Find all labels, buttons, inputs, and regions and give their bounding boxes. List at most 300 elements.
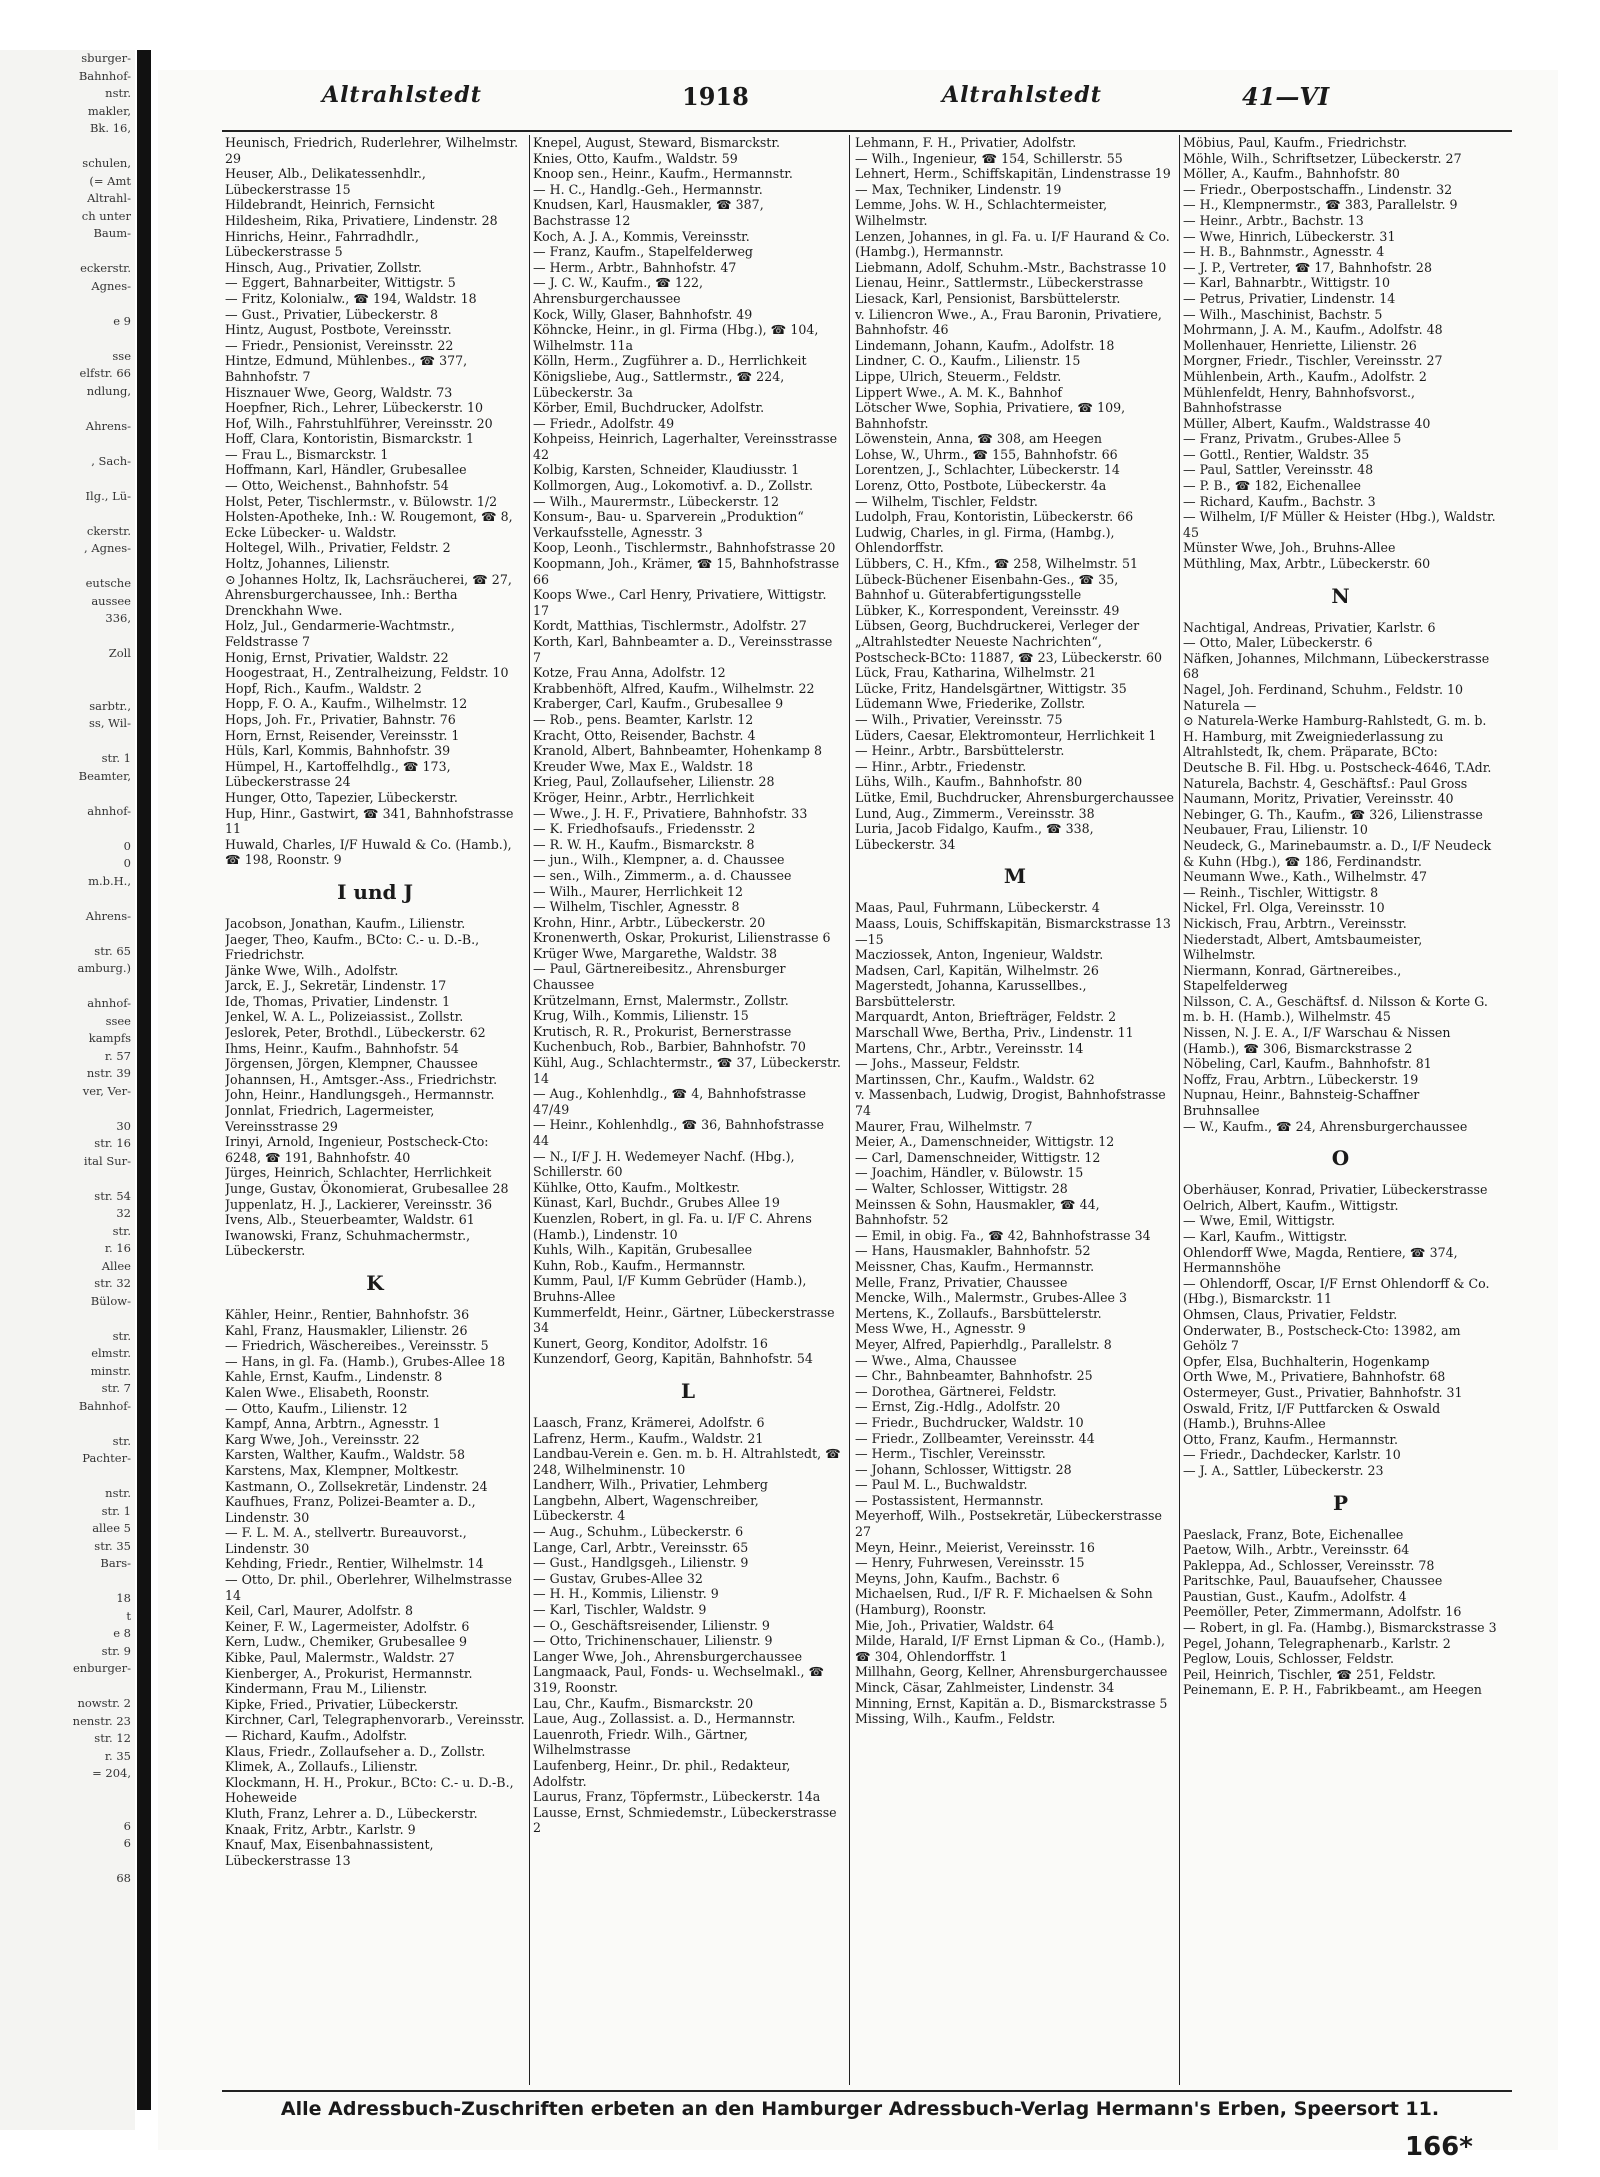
directory-entry: Holtegel, Wilh., Privatier, Feldstr. 2 bbox=[225, 540, 451, 556]
directory-entry: Madsen, Carl, Kapitän, Wilhelmstr. 26 bbox=[855, 962, 1099, 978]
facing-page-fragment: eckerstr. bbox=[80, 261, 131, 275]
column-divider bbox=[529, 135, 530, 2085]
facing-page-fragment: t bbox=[126, 1608, 131, 1623]
directory-entry: Kern, Ludw., Chemiker, Grubesallee 9 bbox=[225, 1634, 468, 1650]
directory-entry: Missing, Wilh., Kaufm., Feldstr. bbox=[855, 1711, 1056, 1727]
directory-entry: — Paul M. L., Buchwaldstr. bbox=[855, 1477, 1028, 1493]
directory-entry: — Wwe, Hinrich, Lübeckerstr. 31 bbox=[1183, 228, 1396, 244]
directory-entry: Lück, Frau, Katharina, Wilhelmstr. 21 bbox=[855, 665, 1097, 681]
directory-entry: Lorenz, Otto, Postbote, Lübeckerstr. 4a bbox=[855, 478, 1107, 494]
directory-entry: Möhle, Wilh., Schriftsetzer, Lübeckerstr. 27 bbox=[1183, 150, 1462, 166]
directory-entry: Huwald, Charles, I/F Huwald & Co. (Hamb.), ☎ 198, Roonstr. 9 bbox=[225, 836, 512, 868]
directory-entry: Mühlenbein, Arth., Kaufm., Adolfstr. 2 bbox=[1183, 368, 1427, 384]
directory-column-3 bbox=[855, 135, 1175, 2080]
directory-entry: — Aug., Kohlenhdlg., ☎ 4, Bahnhofstrasse 47/49 bbox=[533, 1086, 806, 1117]
facing-page-fragment: e 8 bbox=[113, 1626, 131, 1640]
facing-page-fragment bbox=[0, 435, 135, 453]
directory-entry: — Otto, Dr. phil., Oberlehrer, Wilhelmstrasse 14 bbox=[225, 1572, 512, 1603]
directory-entry: Lübsen, Georg, Buchdruckerei, Verleger der „Altrahlstedter Neueste Nachrichten“, Postscheck-BCto: 11887, ☎ 23, Lübeckerstr. 60 bbox=[855, 618, 1163, 665]
directory-entry: Kotze, Frau Anna, Adolfstr. 12 bbox=[533, 665, 726, 681]
facing-page-fragment: 32 bbox=[116, 1206, 131, 1220]
directory-entry: Laue, Aug., Zollassist. a. D., Hermannstr. bbox=[533, 1711, 796, 1727]
directory-entry: Klimek, A., Zollaufs., Lilienstr. bbox=[225, 1759, 418, 1775]
directory-entry: Kampf, Anna, Arbtrn., Agnesstr. 1 bbox=[225, 1416, 441, 1432]
facing-page-fragment: Bahnhof- bbox=[78, 1398, 131, 1413]
facing-page-fragment: 30 bbox=[116, 1118, 131, 1133]
facing-page-fragment bbox=[0, 890, 135, 908]
directory-entry: Möller, A., Kaufm., Bahnhofstr. 80 bbox=[1183, 166, 1400, 182]
facing-page-fragment: 6 bbox=[123, 1836, 131, 1850]
header-rule bbox=[222, 130, 1512, 132]
directory-entry: Martinssen, Chr., Kaufm., Waldstr. 62 bbox=[855, 1071, 1095, 1087]
directory-entry: — Franz, Kaufm., Stapelfelderweg bbox=[533, 244, 753, 260]
directory-entry: Hoff, Clara, Kontoristin, Bismarckstr. 1 bbox=[225, 431, 474, 447]
directory-entry: Lange, Carl, Arbtr., Vereinsstr. 65 bbox=[533, 1539, 749, 1555]
directory-entry: — J. C. W., Kaufm., ☎ 122, Ahrensburgerchaussee bbox=[533, 275, 703, 306]
directory-entry: — Chr., Bahnbeamter, Bahnhofstr. 25 bbox=[855, 1368, 1093, 1384]
directory-entry: — Friedr., Buchdrucker, Waldstr. 10 bbox=[855, 1414, 1084, 1430]
facing-page-fragment: nowstr. 2 bbox=[77, 1696, 131, 1710]
directory-entry: Junge, Gustav, Ökonomierat, Grubesallee 28 bbox=[225, 1181, 509, 1196]
directory-entry: ⊙ Naturela-Werke Hamburg-Rahlstedt, G. m. b. H. Hamburg, mit Zweigniederlassung zu Altrahlstedt, Ik, chem. Präparate, BCto: Deutsche B. Fil. Hbg. u. Postscheck-4646, T.Adr. Naturela, Bachstr. 4, Geschäftsf.: Paul Gross bbox=[1183, 713, 1492, 791]
directory-entry: ⊙ Johannes Holtz, Ik, Lachsräucherei, ☎ 27, Ahrensburgerchaussee, Inh.: Bertha Drenckhahn Wwe. bbox=[225, 571, 512, 618]
facing-page-fragment: ver, Ver- bbox=[82, 1083, 131, 1098]
directory-entry: John, Heinr., Handlungsgeh., Hermannstr. bbox=[225, 1087, 495, 1103]
facing-page-fragment bbox=[0, 1310, 135, 1328]
directory-entry: Ludolph, Frau, Kontoristin, Lübeckerstr. 66 bbox=[855, 509, 1134, 525]
directory-entry: Knepel, August, Steward, Bismarckstr. bbox=[533, 135, 781, 150]
directory-entry: Holsten-Apotheke, Inh.: W. Rougemont, ☎ 8, Ecke Lübecker- u. Waldstr. bbox=[225, 509, 513, 540]
directory-entry: Lippert Wwe., A. M. K., Bahnhof bbox=[855, 384, 1062, 400]
directory-entry: Oelrich, Albert, Kaufm., Wittigstr. bbox=[1183, 1197, 1399, 1213]
directory-entry: Kölln, Herm., Zugführer a. D., Herrlichkeit bbox=[533, 353, 807, 369]
directory-entry: Karstens, Max, Klempner, Moltkestr. bbox=[225, 1462, 459, 1478]
directory-entry: Neudeck, G., Marinebaumstr. a. D., I/F Neudeck & Kuhn (Hbg.), ☎ 186, Ferdinandstr. bbox=[1183, 837, 1492, 869]
directory-entry: Ihms, Heinr., Kaufm., Bahnhofstr. 54 bbox=[225, 1040, 459, 1056]
facing-page-fragment: nstr. 39 bbox=[86, 1066, 131, 1080]
facing-page-fragment bbox=[0, 1415, 135, 1433]
section-letter-heading: K bbox=[366, 1270, 384, 1295]
facing-page-fragment: elmstr. bbox=[91, 1346, 131, 1360]
facing-page-fragment: 0 bbox=[123, 856, 131, 870]
directory-entry: — Henry, Fuhrwesen, Vereinsstr. 15 bbox=[855, 1555, 1085, 1571]
directory-entry: — H., Klempnermstr., ☎ 383, Parallelstr. 9 bbox=[1183, 197, 1458, 213]
directory-entry: Naturela — bbox=[1183, 697, 1257, 713]
directory-entry: Kordt, Matthias, Tischlermstr., Adolfstr. 27 bbox=[533, 618, 807, 634]
directory-entry: Kühlke, Otto, Kaufm., Moltkestr. bbox=[533, 1179, 740, 1195]
directory-entry: Neubauer, Frau, Lilienstr. 10 bbox=[1183, 822, 1368, 838]
directory-entry: — Petrus, Privatier, Lindenstr. 14 bbox=[1183, 290, 1396, 306]
directory-column-1 bbox=[225, 135, 525, 2080]
directory-entry: Holst, Peter, Tischlermstr., v. Bülowstr. 1/2 bbox=[225, 493, 498, 509]
directory-entry: Lübeck-Büchener Eisenbahn-Ges., ☎ 35, Bahnhof u. Güterabfertigungsstelle bbox=[855, 571, 1119, 603]
directory-entry: Kock, Willy, Glaser, Bahnhofstr. 49 bbox=[533, 306, 753, 322]
facing-page-fragment: Pachter- bbox=[82, 1451, 131, 1465]
facing-page-fragment: ndlung, bbox=[86, 383, 131, 398]
facing-page-fragment: Ahrens- bbox=[85, 908, 131, 923]
facing-page-fragment: ckerstr. bbox=[86, 523, 131, 538]
facing-page-fragment: sse bbox=[112, 348, 131, 363]
directory-entry: — Fritz, Kolonialw., ☎ 194, Waldstr. 18 bbox=[225, 290, 477, 306]
directory-entry: Millhahn, Georg, Kellner, Ahrensburgerchaussee bbox=[855, 1664, 1168, 1680]
facing-page-fragment bbox=[0, 295, 135, 313]
directory-entry: Honig, Ernst, Privatier, Waldstr. 22 bbox=[225, 649, 449, 665]
directory-entry: — Wilhelm, I/F Müller & Heister (Hbg.), Waldstr. 45 bbox=[1183, 509, 1496, 540]
facing-page-fragment bbox=[0, 1800, 135, 1818]
directory-entry: Mollenhauer, Henriette, Lilienstr. 26 bbox=[1183, 337, 1417, 353]
directory-entry: Konsum-, Bau- u. Sparverein „Produktion“ Verkaufsstelle, Agnesstr. 3 bbox=[533, 509, 804, 540]
directory-entry: Liebmann, Adolf, Schuhm.-Mstr., Bachstrasse 10 bbox=[855, 259, 1167, 275]
directory-entry: Jenkel, W. A. L., Polizeiassist., Zollstr. bbox=[225, 1009, 464, 1025]
directory-entry: — J. P., Vertreter, ☎ 17, Bahnhofstr. 28 bbox=[1183, 259, 1432, 275]
facing-page-fragment: Ilg., Lü- bbox=[85, 488, 131, 503]
directory-entry: Lübker, K., Korrespondent, Vereinsstr. 49 bbox=[855, 602, 1120, 618]
directory-entry: Nagel, Joh. Ferdinand, Schuhm., Feldstr. 10 bbox=[1183, 682, 1463, 697]
directory-entry: Maurer, Frau, Wilhelmstr. 7 bbox=[855, 1118, 1033, 1134]
directory-entry: Hildesheim, Rika, Privatiere, Lindenstr. 28 bbox=[225, 212, 498, 228]
section-letter-heading: M bbox=[1003, 864, 1027, 889]
facing-page-fragment: enburger- bbox=[72, 1661, 131, 1675]
directory-entry: Heuser, Alb., Delikatessenhdlr., Lübeckerstrasse 15 bbox=[225, 166, 426, 197]
facing-page-fragment: str. bbox=[112, 1433, 131, 1448]
directory-entry: Lienau, Heinr., Sattlermstr., Lübeckerstrasse bbox=[855, 275, 1144, 291]
directory-entry: Kunert, Georg, Konditor, Adolfstr. 16 bbox=[533, 1335, 768, 1351]
directory-entry: Mie, Joh., Privatier, Waldstr. 64 bbox=[855, 1617, 1055, 1633]
facing-page-fragment: str. bbox=[112, 1328, 131, 1343]
directory-entry: Lindemann, Johann, Kaufm., Adolfstr. 18 bbox=[855, 337, 1115, 353]
directory-entry: Lemme, Johs. W. H., Schlachtermeister, Wilhelmstr. bbox=[855, 197, 1108, 228]
directory-entry: Maass, Louis, Schiffskapitän, Bismarckstrasse 13—15 bbox=[855, 915, 1171, 947]
directory-entry: Münster Wwe, Joh., Bruhns-Allee bbox=[1183, 540, 1396, 556]
directory-entry: Ohlendorff Wwe, Magda, Rentiere, ☎ 374, Hermannshöhe bbox=[1183, 1244, 1458, 1276]
facing-page-fragment: eutsche bbox=[85, 576, 131, 590]
facing-page-fragment bbox=[0, 1853, 135, 1871]
directory-entry: — Heinr., Arbtr., Bachstr. 13 bbox=[1183, 212, 1364, 228]
facing-page-fragment: elfstr. 66 bbox=[79, 366, 131, 380]
facing-page-fragment: str. bbox=[112, 1223, 131, 1238]
section-letter-heading: P bbox=[1332, 1490, 1349, 1515]
directory-entry: Laasch, Franz, Krämerei, Adolfstr. 6 bbox=[533, 1414, 765, 1430]
directory-entry: Marquardt, Anton, Briefträger, Feldstr. 2 bbox=[855, 1009, 1117, 1025]
facing-page-fragment: Ahrens- bbox=[85, 418, 131, 433]
facing-page-fragment: str. 54 bbox=[94, 1188, 131, 1203]
column-divider bbox=[1179, 135, 1180, 2085]
directory-entry: Paeslack, Franz, Bote, Eichenallee bbox=[1183, 1526, 1404, 1542]
directory-entry: — Ohlendorff, Oscar, I/F Ernst Ohlendorff & Co. (Hbg.), Bismarckstr. 11 bbox=[1183, 1275, 1490, 1307]
directory-entry: Klockmann, H. H., Prokur., BCto: C.- u. D.-B., Hoheweide bbox=[225, 1774, 514, 1806]
directory-entry: Ide, Thomas, Privatier, Lindenstr. 1 bbox=[225, 993, 451, 1009]
directory-entry: Paetow, Wilh., Arbtr., Vereinsstr. 64 bbox=[1183, 1542, 1410, 1558]
directory-entry: Marschall Wwe, Bertha, Priv., Lindenstr. 11 bbox=[855, 1025, 1134, 1041]
directory-entry: Hisznauer Wwe, Georg, Waldstr. 73 bbox=[225, 384, 453, 400]
facing-page-fragment: (= Amt bbox=[89, 173, 131, 188]
directory-entry: Künast, Karl, Buchdr., Grubes Allee 19 bbox=[533, 1195, 780, 1211]
directory-entry: — Walter, Schlosser, Wittigstr. 28 bbox=[855, 1181, 1068, 1196]
directory-entry: Kummerfeldt, Heinr., Gärtner, Lübeckerstrasse 34 bbox=[533, 1304, 835, 1336]
facing-page-fragment bbox=[0, 470, 135, 488]
directory-entry: Koop, Leonh., Tischlermstr., Bahnhofstrasse 20 bbox=[533, 540, 836, 556]
directory-entry: — Gottl., Rentier, Waldstr. 35 bbox=[1183, 446, 1370, 462]
directory-entry: — Wwe, Emil, Wittigstr. bbox=[1183, 1213, 1336, 1229]
directory-entry: Lüders, Caesar, Elektromonteur, Herrlichkeit 1 bbox=[855, 727, 1157, 743]
directory-entry: Nissen, N. J. E. A., I/F Warschau & Nissen (Hamb.), ☎ 306, Bismarckstrasse 2 bbox=[1183, 1025, 1451, 1056]
directory-entry: — Wilh., Privatier, Vereinsstr. 75 bbox=[855, 711, 1063, 727]
facing-page-fragment: e 9 bbox=[113, 313, 131, 328]
facing-page-fragment bbox=[0, 978, 135, 996]
directory-entry: Langer Wwe, Joh., Ahrensburgerchaussee bbox=[533, 1648, 803, 1664]
directory-entry: Mühlenfeldt, Henry, Bahnhofsvorst., Bahnhofstrasse bbox=[1183, 384, 1416, 416]
facing-page-fragment bbox=[0, 243, 135, 261]
directory-entry: — Franz, Privatm., Grubes-Allee 5 bbox=[1183, 431, 1402, 447]
facing-page-fragment bbox=[0, 138, 135, 156]
directory-entry: Nickisch, Frau, Arbtrn., Vereinsstr. bbox=[1183, 915, 1407, 931]
directory-entry: — Max, Techniker, Lindenstr. 19 bbox=[855, 181, 1062, 197]
directory-entry: — Heinr., Kohlenhdlg., ☎ 36, Bahnhofstrasse 44 bbox=[533, 1117, 824, 1148]
facing-page-fragment bbox=[0, 1170, 135, 1188]
facing-page-fragment: Bahnhof- bbox=[78, 68, 131, 83]
directory-entry: Meissner, Chas, Kaufm., Hermannstr. bbox=[855, 1258, 1095, 1274]
directory-entry: Kahl, Franz, Hausmakler, Lilienstr. 26 bbox=[225, 1322, 468, 1338]
directory-entry: Hüls, Karl, Kommis, Bahnhofstr. 39 bbox=[225, 743, 451, 759]
directory-entry: — Wilhelm, Tischler, Agnesstr. 8 bbox=[533, 899, 740, 915]
directory-entry: Kuchenbuch, Rob., Barbier, Bahnhofstr. 70 bbox=[533, 1039, 806, 1055]
directory-entry: Orth Wwe, M., Privatiere, Bahnhofstr. 68 bbox=[1183, 1369, 1446, 1385]
directory-entry: Keil, Carl, Maurer, Adolfstr. 8 bbox=[225, 1603, 414, 1619]
directory-entry: Körber, Emil, Buchdrucker, Adolfstr. bbox=[533, 400, 765, 416]
directory-entry: Nachtigal, Andreas, Privatier, Karlstr. 6 bbox=[1183, 619, 1436, 635]
directory-entry: Kienberger, A., Prokurist, Hermannstr. bbox=[225, 1665, 473, 1681]
directory-entry: — Eggert, Bahnarbeiter, Wittigstr. 5 bbox=[225, 275, 456, 291]
facing-page-fragment: nstr. bbox=[105, 1486, 131, 1500]
directory-entry: Nebinger, G. Th., Kaufm., ☎ 326, Lilienstrasse bbox=[1183, 806, 1483, 822]
directory-entry: — Hinr., Arbtr., Friedenstr. bbox=[855, 758, 1027, 774]
directory-entry: — Friedr., Adolfstr. 49 bbox=[533, 415, 675, 431]
directory-entry: Lenzen, Johannes, in gl. Fa. u. I/F Haurand & Co. (Hambg.), Hermannstr. bbox=[855, 228, 1170, 260]
directory-entry: — Emil, in obig. Fa., ☎ 42, Bahnhofstrasse 34 bbox=[855, 1227, 1151, 1243]
directory-entry: Kahle, Ernst, Kaufm., Lindenstr. 8 bbox=[225, 1369, 443, 1385]
directory-entry: Kirchner, Carl, Telegraphenvorarb., Vereinsstr. bbox=[225, 1712, 525, 1728]
facing-page-fragment bbox=[0, 628, 135, 646]
facing-page-fragment: , Sach- bbox=[91, 453, 131, 468]
directory-entry: — J. A., Sattler, Lübeckerstr. 23 bbox=[1183, 1462, 1384, 1478]
directory-entry: Koops Wwe., Carl Henry, Privatiere, Wittigstr. 17 bbox=[533, 587, 827, 618]
directory-entry: Kipke, Fried., Privatier, Lübeckerstr. bbox=[225, 1696, 459, 1712]
directory-entry: — Otto, Maler, Lübeckerstr. 6 bbox=[1183, 635, 1373, 651]
facing-page-fragment: str. 12 bbox=[94, 1731, 131, 1745]
directory-entry: — Johann, Schlosser, Wittigstr. 28 bbox=[855, 1461, 1072, 1477]
directory-entry: Lötscher Wwe, Sophia, Privatiere, ☎ 109, Bahnhofstr. bbox=[855, 400, 1126, 431]
directory-entry: — Gust., Privatier, Lübeckerstr. 8 bbox=[225, 306, 438, 322]
facing-page-fragment bbox=[0, 1100, 135, 1118]
directory-entry: Oswald, Fritz, I/F Puttfarcken & Oswald (Hamb.), Bruhns-Allee bbox=[1183, 1400, 1441, 1432]
directory-entry: Jacobson, Jonathan, Kaufm., Lilienstr. bbox=[225, 915, 466, 931]
directory-entry: Peemöller, Peter, Zimmermann, Adolfstr. 16 bbox=[1183, 1604, 1462, 1620]
directory-entry: Hildebrandt, Heinrich, Fernsicht bbox=[225, 197, 435, 213]
facing-page-fragment: ahnhof- bbox=[87, 803, 131, 818]
directory-entry: — Wilhelm, Tischler, Feldstr. bbox=[855, 493, 1038, 509]
directory-entry: Karg Wwe, Joh., Vereinsstr. 22 bbox=[225, 1431, 420, 1447]
directory-entry: — Friedr., Zollbeamter, Vereinsstr. 44 bbox=[855, 1430, 1095, 1446]
facing-page-fragment: = 204, bbox=[92, 1766, 131, 1780]
directory-entry: Hoogestraat, H., Zentralheizung, Feldstr. 10 bbox=[225, 665, 509, 681]
facing-page-fragment: str. 32 bbox=[94, 1276, 131, 1290]
directory-entry: — Friedrich, Wäschereibes., Vereinsstr. 5 bbox=[225, 1338, 489, 1354]
directory-entry: Horn, Ernst, Reisender, Vereinsstr. 1 bbox=[225, 727, 460, 743]
facing-page-fragment: 68 bbox=[116, 1871, 131, 1885]
facing-page-fragment: r. 16 bbox=[104, 1241, 131, 1255]
directory-entry: — Wilh., Maschinist, Bachstr. 5 bbox=[1183, 306, 1383, 322]
directory-entry: Maas, Paul, Fuhrmann, Lübeckerstr. 4 bbox=[855, 900, 1100, 916]
directory-entry: Nupnau, Heinr., Bahnsteig-Schaffner Bruhnsallee bbox=[1183, 1087, 1420, 1119]
facing-page-fragment bbox=[0, 330, 135, 348]
directory-entry: Näfken, Johannes, Milchmann, Lübeckerstrasse 68 bbox=[1183, 650, 1490, 682]
directory-entry: Jürges, Heinrich, Schlachter, Herrlichkeit bbox=[225, 1165, 492, 1181]
header-left-place: Altrahlstedt bbox=[322, 82, 482, 108]
directory-entry: — R. W. H., Kaufm., Bismarckstr. 8 bbox=[533, 836, 755, 852]
directory-entry: Königsliebe, Aug., Sattlermstr., ☎ 224, Lübeckerstr. 3a bbox=[533, 368, 785, 400]
directory-entry: — Friedr., Pensionist, Vereinsstr. 22 bbox=[225, 337, 454, 353]
facing-page-fragment: kampfs bbox=[88, 1031, 131, 1045]
directory-entry: — Karl, Bahnarbtr., Wittigstr. 10 bbox=[1183, 275, 1391, 291]
directory-entry: — Paul, Gärtnereibesitz., Ahrensburger Chaussee bbox=[533, 961, 786, 993]
directory-entry: — O., Geschäftsreisender, Lilienstr. 9 bbox=[533, 1617, 770, 1633]
directory-entry: Krohn, Hinr., Arbtr., Lübeckerstr. 20 bbox=[533, 914, 766, 930]
directory-entry: Löwenstein, Anna, ☎ 308, am Heegen bbox=[855, 431, 1102, 447]
directory-entry: Magerstedt, Johanna, Karussellbes., Barsbüttelerstr. bbox=[855, 978, 1087, 1009]
directory-entry: Hintz, August, Postbote, Vereinsstr. bbox=[225, 322, 452, 338]
directory-entry: Koopmann, Joh., Krämer, ☎ 15, Bahnhofstrasse 66 bbox=[533, 556, 840, 587]
section-letter-heading: L bbox=[680, 1378, 696, 1403]
directory-entry: Macziossek, Anton, Ingenieur, Waldstr. bbox=[855, 947, 1104, 963]
directory-entry: Hof, Wilh., Fahrstuhlführer, Vereinsstr. 20 bbox=[225, 415, 493, 431]
directory-entry: Milde, Harald, I/F Ernst Lipman & Co., (Hamb.), ☎ 304, Ohlendorffstr. 1 bbox=[855, 1633, 1165, 1664]
directory-entry: Hinrichs, Heinr., Fahrradhdlr., Lübeckerstrasse 5 bbox=[225, 228, 419, 260]
directory-entry: Hup, Hinr., Gastwirt, ☎ 341, Bahnhofstrasse 11 bbox=[225, 805, 514, 837]
directory-entry: — F. L. M. A., stellvertr. Bureauvorst., Lindenstr. 30 bbox=[225, 1525, 467, 1556]
directory-entry: Lohse, W., Uhrm., ☎ 155, Bahnhofstr. 66 bbox=[855, 446, 1118, 462]
facing-page-fragment: Beamter, bbox=[78, 768, 131, 783]
directory-entry: — Wilh., Maurer, Herrlichkeit 12 bbox=[533, 883, 744, 899]
directory-entry: Melle, Franz, Privatier, Chaussee bbox=[855, 1274, 1068, 1290]
directory-entry: Kraberger, Carl, Kaufm., Grubesallee 9 bbox=[533, 696, 784, 712]
directory-entry: Paustian, Gust., Kaufm., Adolfstr. 4 bbox=[1183, 1588, 1407, 1604]
directory-entry: Lindner, C. O., Kaufm., Lilienstr. 15 bbox=[855, 353, 1081, 369]
facing-page-fragment: makler, bbox=[87, 103, 131, 118]
facing-page-fragment bbox=[0, 785, 135, 803]
directory-entry: — H. B., Bahnmstr., Agnesstr. 4 bbox=[1183, 244, 1385, 260]
directory-entry: Hopf, Rich., Kaufm., Waldstr. 2 bbox=[225, 680, 422, 696]
directory-entry: Hopp, F. O. A., Kaufm., Wilhelmstr. 12 bbox=[225, 696, 468, 712]
directory-entry: Kuenzlen, Robert, in gl. Fa. u. I/F C. Ahrens (Hamb.), Lindenstr. 10 bbox=[533, 1210, 812, 1242]
directory-entry: Knauf, Max, Eisenbahnassistent, Lübeckerstrasse 13 bbox=[225, 1837, 434, 1868]
section-letter-heading: I und J bbox=[337, 879, 413, 904]
directory-entry: Naumann, Moritz, Privatier, Vereinsstr. 40 bbox=[1183, 791, 1454, 807]
page-number: 166* bbox=[1405, 2132, 1473, 2162]
directory-entry: Otto, Franz, Kaufm., Hermannstr. bbox=[1183, 1431, 1398, 1447]
directory-entry: Kumm, Paul, I/F Kumm Gebrüder (Hamb.), Bruhns-Allee bbox=[533, 1273, 807, 1304]
directory-entry: — K. Friedhofsaufs., Friedensstr. 2 bbox=[533, 821, 756, 837]
directory-entry: Lehmann, F. H., Privatier, Adolfstr. bbox=[855, 135, 1077, 150]
directory-entry: Liesack, Karl, Pensionist, Barsbüttelerstr. bbox=[855, 290, 1121, 306]
directory-entry: Meinssen & Sohn, Hausmakler, ☎ 44, Bahnhofstr. 52 bbox=[855, 1196, 1100, 1228]
directory-entry: — Rob., pens. Beamter, Karlstr. 12 bbox=[533, 711, 754, 727]
directory-entry: — Hans, in gl. Fa. (Hamb.), Grubes-Allee 18 bbox=[225, 1353, 506, 1369]
directory-entry: Lühs, Wilh., Kaufm., Bahnhofstr. 80 bbox=[855, 774, 1083, 790]
directory-entry: Ludwig, Charles, in gl. Firma, (Hambg.), Ohlendorffstr. bbox=[855, 524, 1115, 556]
directory-entry: Kracht, Otto, Reisender, Bachstr. 4 bbox=[533, 727, 756, 743]
directory-entry: Lorentzen, J., Schlachter, Lübeckerstr. 14 bbox=[855, 462, 1120, 478]
directory-entry: Landbau-Verein e. Gen. m. b. H. Altrahlstedt, ☎ 248, Wilhelminenstr. 10 bbox=[533, 1446, 841, 1477]
directory-entry: Peil, Heinrich, Tischler, ☎ 251, Feldstr. bbox=[1183, 1666, 1436, 1682]
directory-entry: Mohrmann, J. A. M., Kaufm., Adolfstr. 48 bbox=[1183, 322, 1443, 338]
directory-entry: Koch, A. J. A., Kommis, Vereinsstr. bbox=[533, 228, 750, 244]
directory-entry: Lüdemann Wwe, Friederike, Zollstr. bbox=[855, 696, 1086, 712]
directory-entry: — Friedr., Oberpostschaffn., Lindenstr. 32 bbox=[1183, 181, 1453, 197]
directory-entry: Kreuder Wwe, Max E., Waldstr. 18 bbox=[533, 758, 754, 774]
facing-page-fragment bbox=[0, 663, 135, 681]
directory-entry: Hops, Joh. Fr., Privatier, Bahnstr. 76 bbox=[225, 711, 456, 727]
directory-entry: Ostermeyer, Gust., Privatier, Bahnhofstr. 31 bbox=[1183, 1384, 1463, 1400]
facing-page-fragment: ss, Wil- bbox=[89, 716, 131, 730]
directory-entry: Müthling, Max, Arbtr., Lübeckerstr. 60 bbox=[1183, 556, 1431, 572]
facing-page-fragment: str. 16 bbox=[94, 1136, 131, 1150]
facing-page-fragment: schulen, bbox=[82, 156, 131, 170]
directory-entry: Luria, Jacob Fidalgo, Kaufm., ☎ 338, Lübeckerstr. 34 bbox=[855, 821, 1094, 852]
facing-page-fragment bbox=[0, 733, 135, 751]
directory-entry: Mencke, Wilh., Malermstr., Grubes-Allee 3 bbox=[855, 1290, 1128, 1306]
directory-entry: Kibke, Paul, Malermstr., Waldstr. 27 bbox=[225, 1650, 455, 1666]
header-right-place: Altrahlstedt bbox=[942, 82, 1102, 108]
publisher-notice: Alle Adressbuch-Zuschriften erbeten an den Hamburger Adressbuch-Verlag Hermann's Erben, Speersort 11. bbox=[280, 2098, 1440, 2120]
facing-page-fragment: sarbtr., bbox=[89, 698, 131, 713]
directory-entry: Karsten, Walther, Kaufm., Waldstr. 58 bbox=[225, 1447, 465, 1463]
directory-entry: — Aug., Schuhm., Lübeckerstr. 6 bbox=[533, 1524, 744, 1540]
directory-entry: Pakleppa, Ad., Schlosser, Vereinsstr. 78 bbox=[1183, 1557, 1435, 1573]
directory-entry: Kollmorgen, Aug., Lokomotivf. a. D., Zollstr. bbox=[533, 478, 813, 494]
directory-entry: Kolbig, Karsten, Schneider, Klaudiusstr. 1 bbox=[533, 462, 800, 478]
facing-page-fragment: str. 7 bbox=[101, 1381, 131, 1395]
directory-entry: Hinsch, Aug., Privatier, Zollstr. bbox=[225, 259, 422, 275]
facing-page-fragment: ahnhof- bbox=[87, 996, 131, 1010]
directory-entry: Meyerhoff, Wilh., Postsekretär, Lübeckerstrasse 27 bbox=[855, 1508, 1162, 1540]
directory-entry: Ohmsen, Claus, Privatier, Feldstr. bbox=[1183, 1306, 1398, 1322]
directory-entry: Niermann, Konrad, Gärtnereibes., Stapelfelderweg bbox=[1183, 962, 1402, 994]
directory-entry: — Richard, Kaufm., Adolfstr. bbox=[225, 1728, 408, 1743]
directory-entry: Kronenwerth, Oskar, Prokurist, Lilienstrasse 6 bbox=[533, 930, 831, 946]
directory-entry: Meyns, John, Kaufm., Bachstr. 6 bbox=[855, 1570, 1060, 1586]
facing-page-fragment bbox=[0, 1468, 135, 1486]
facing-page-fragment: Baum- bbox=[93, 226, 131, 240]
directory-entry: — Johs., Masseur, Feldstr. bbox=[855, 1056, 1021, 1072]
directory-entry: Langmaack, Paul, Fonds- u. Wechselmakl., ☎ 319, Roonstr. bbox=[533, 1664, 825, 1695]
directory-entry: — Herm., Arbtr., Bahnhofstr. 47 bbox=[533, 259, 737, 275]
directory-entry: — Gust., Handlgsgeh., Lilienstr. 9 bbox=[533, 1555, 749, 1571]
directory-entry: Johannsen, H., Amtsger.-Ass., Friedrichstr. bbox=[225, 1071, 498, 1087]
directory-entry: Juppenlatz, H. J., Lackierer, Vereinsstr. 36 bbox=[225, 1196, 492, 1212]
facing-page-fragment: str. 35 bbox=[94, 1538, 131, 1553]
facing-page-fragment: r. 35 bbox=[104, 1748, 131, 1763]
facing-page-fragment: ssee bbox=[105, 1013, 131, 1028]
directory-entry: — W., Kaufm., ☎ 24, Ahrensburgerchaussee bbox=[1183, 1118, 1468, 1134]
directory-entry: Jaeger, Theo, Kaufm., BCto: C.- u. D.-B., Friedrichstr. bbox=[225, 931, 480, 963]
facing-page-fragment bbox=[0, 1573, 135, 1591]
directory-entry: — Gustav, Grubes-Allee 32 bbox=[533, 1570, 703, 1586]
facing-page-fragment: allee 5 bbox=[92, 1521, 131, 1535]
directory-entry: Lücke, Fritz, Handelsgärtner, Wittigstr. 35 bbox=[855, 680, 1127, 696]
directory-entry: Pegel, Johann, Telegraphenarb., Karlstr. 2 bbox=[1183, 1635, 1451, 1651]
directory-entry: Onderwater, B., Postscheck-Cto: 13982, am Gehölz 7 bbox=[1183, 1322, 1461, 1354]
directory-entry: — Wilh., Ingenieur, ☎ 154, Schillerstr. 55 bbox=[855, 150, 1123, 166]
